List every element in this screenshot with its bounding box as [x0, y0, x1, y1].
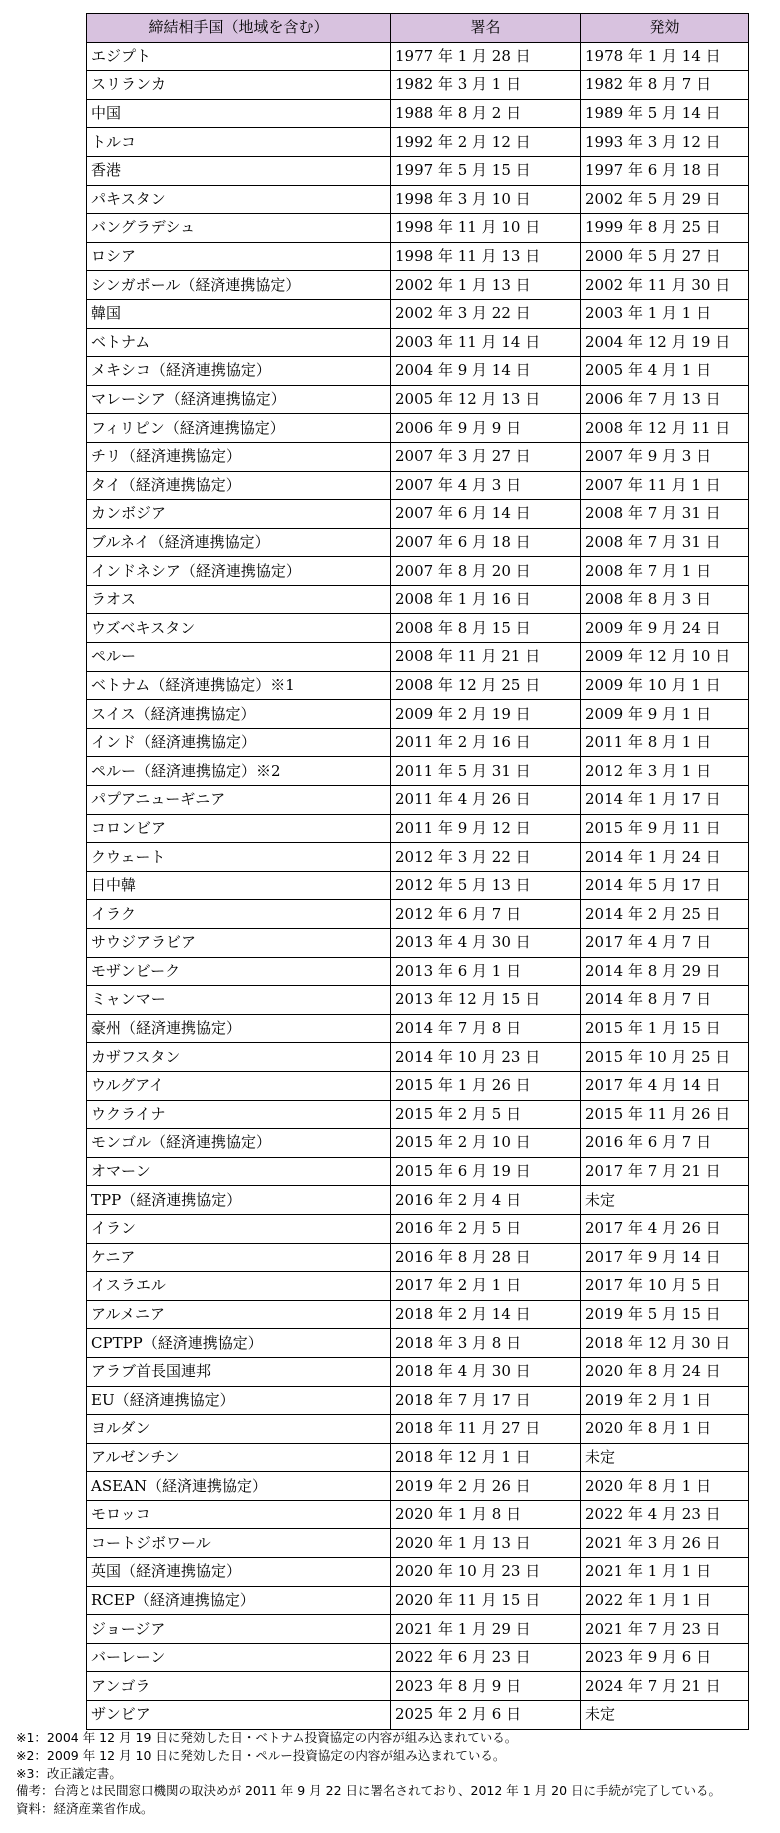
- cell-partner: スリランカ: [87, 71, 391, 100]
- table-row: [87, 185, 749, 214]
- table-row: [87, 929, 749, 958]
- table-row: [87, 156, 749, 185]
- cell-effective: 2002 年 5 月 29 日: [581, 185, 749, 214]
- cell-effective: 2015 年 10 月 25 日: [581, 1043, 749, 1072]
- cell-signed: 2007 年 6 月 14 日: [391, 500, 581, 529]
- cell-signed: 2020 年 10 月 23 日: [391, 1558, 581, 1587]
- cell-signed: 1992 年 2 月 12 日: [391, 128, 581, 157]
- cell-partner: インド（経済連携協定）: [87, 728, 391, 757]
- cell-partner: 香港: [87, 156, 391, 185]
- cell-effective: 2017 年 4 月 14 日: [581, 1071, 749, 1100]
- cell-partner: マレーシア（経済連携協定）: [87, 385, 391, 414]
- cell-partner: イラン: [87, 1214, 391, 1243]
- cell-partner: エジプト: [87, 42, 391, 71]
- cell-partner: アルゼンチン: [87, 1443, 391, 1472]
- cell-effective: 2020 年 8 月 24 日: [581, 1357, 749, 1386]
- table-row: [87, 1243, 749, 1272]
- table-row: [87, 1186, 749, 1215]
- cell-effective: 2022 年 1 月 1 日: [581, 1586, 749, 1615]
- table-row: [87, 1586, 749, 1615]
- cell-effective: 2014 年 2 月 25 日: [581, 900, 749, 929]
- cell-partner: アラブ首長国連邦: [87, 1357, 391, 1386]
- cell-partner: EU（経済連携協定）: [87, 1386, 391, 1415]
- table-row: [87, 986, 749, 1015]
- table-row: [87, 957, 749, 986]
- cell-signed: 2007 年 4 月 3 日: [391, 471, 581, 500]
- table-row: [87, 1472, 749, 1501]
- cell-partner: イスラエル: [87, 1272, 391, 1301]
- cell-effective: 2017 年 4 月 7 日: [581, 929, 749, 958]
- table-row: [87, 728, 749, 757]
- table-row: [87, 1043, 749, 1072]
- cell-partner: 豪州（経済連携協定）: [87, 1014, 391, 1043]
- cell-effective: 1982 年 8 月 7 日: [581, 71, 749, 100]
- cell-partner: スイス（経済連携協定）: [87, 700, 391, 729]
- cell-signed: 2018 年 7 月 17 日: [391, 1386, 581, 1415]
- cell-effective: 2014 年 5 月 17 日: [581, 871, 749, 900]
- cell-signed: 2009 年 2 月 19 日: [391, 700, 581, 729]
- cell-signed: 2015 年 2 月 10 日: [391, 1129, 581, 1158]
- table-row: [87, 1615, 749, 1644]
- cell-signed: 2002 年 1 月 13 日: [391, 271, 581, 300]
- table-row: [87, 1558, 749, 1587]
- cell-partner: トルコ: [87, 128, 391, 157]
- cell-signed: 2011 年 2 月 16 日: [391, 728, 581, 757]
- cell-signed: 2012 年 3 月 22 日: [391, 843, 581, 872]
- cell-signed: 1988 年 8 月 2 日: [391, 99, 581, 128]
- table-row: [87, 214, 749, 243]
- cell-signed: 2011 年 4 月 26 日: [391, 786, 581, 815]
- table-row: [87, 585, 749, 614]
- cell-signed: 2007 年 3 月 27 日: [391, 442, 581, 471]
- footnote-1: ※1：2004 年 12 月 19 日に発効した日・ベトナム投資協定の内容が組み込まれている。: [16, 1730, 518, 1745]
- cell-partner: アルメニア: [87, 1300, 391, 1329]
- header-signed: 署名: [391, 14, 581, 43]
- table-row: [87, 442, 749, 471]
- cell-effective: 1997 年 6 月 18 日: [581, 156, 749, 185]
- cell-effective: 2017 年 4 月 26 日: [581, 1214, 749, 1243]
- table-row: [87, 1329, 749, 1358]
- table-row: [87, 1386, 749, 1415]
- cell-effective: 2019 年 5 月 15 日: [581, 1300, 749, 1329]
- cell-effective: 2014 年 1 月 24 日: [581, 843, 749, 872]
- cell-signed: 1977 年 1 月 28 日: [391, 42, 581, 71]
- cell-partner: コートジボワール: [87, 1529, 391, 1558]
- footnote-2: ※2：2009 年 12 月 10 日に発効した日・ペルー投資協定の内容が組み込まれている。: [16, 1747, 506, 1763]
- cell-partner: ケニア: [87, 1243, 391, 1272]
- cell-signed: 2020 年 11 月 15 日: [391, 1586, 581, 1615]
- cell-effective: 2015 年 9 月 11 日: [581, 814, 749, 843]
- table-row: [87, 1643, 749, 1672]
- table-row: [87, 271, 749, 300]
- cell-partner: フィリピン（経済連携協定）: [87, 414, 391, 443]
- cell-partner: RCEP（経済連携協定）: [87, 1586, 391, 1615]
- cell-effective: 未定: [581, 1186, 749, 1215]
- cell-effective: 2009 年 9 月 1 日: [581, 700, 749, 729]
- table-row: [87, 1014, 749, 1043]
- cell-partner: ベトナム（経済連携協定）※1: [87, 671, 391, 700]
- cell-partner: インドネシア（経済連携協定）: [87, 557, 391, 586]
- cell-partner: ウルグアイ: [87, 1071, 391, 1100]
- cell-partner: メキシコ（経済連携協定）: [87, 357, 391, 386]
- cell-effective: 2023 年 9 月 6 日: [581, 1643, 749, 1672]
- table-row: [87, 1500, 749, 1529]
- cell-signed: 2013 年 6 月 1 日: [391, 957, 581, 986]
- table-row: [87, 1129, 749, 1158]
- cell-partner: ミャンマー: [87, 986, 391, 1015]
- table-row: [87, 757, 749, 786]
- cell-effective: 2017 年 7 月 21 日: [581, 1157, 749, 1186]
- cell-effective: 2008 年 7 月 31 日: [581, 500, 749, 529]
- cell-effective: 2012 年 3 月 1 日: [581, 757, 749, 786]
- cell-effective: 未定: [581, 1701, 749, 1730]
- cell-signed: 2014 年 7 月 8 日: [391, 1014, 581, 1043]
- cell-signed: 2018 年 2 月 14 日: [391, 1300, 581, 1329]
- cell-partner: CPTPP（経済連携協定）: [87, 1329, 391, 1358]
- cell-partner: オマーン: [87, 1157, 391, 1186]
- cell-partner: パプアニューギニア: [87, 786, 391, 815]
- cell-partner: シンガポール（経済連携協定）: [87, 271, 391, 300]
- table-row: [87, 671, 749, 700]
- cell-signed: 2016 年 2 月 5 日: [391, 1214, 581, 1243]
- table-row: [87, 1100, 749, 1129]
- cell-partner: ラオス: [87, 585, 391, 614]
- table-row: [87, 1214, 749, 1243]
- cell-effective: 2008 年 12 月 11 日: [581, 414, 749, 443]
- cell-signed: 2015 年 1 月 26 日: [391, 1071, 581, 1100]
- cell-signed: 2016 年 2 月 4 日: [391, 1186, 581, 1215]
- table-row: [87, 471, 749, 500]
- table-row: [87, 900, 749, 929]
- cell-signed: 2020 年 1 月 8 日: [391, 1500, 581, 1529]
- cell-signed: 2018 年 3 月 8 日: [391, 1329, 581, 1358]
- cell-partner: ベトナム: [87, 328, 391, 357]
- cell-signed: 2008 年 11 月 21 日: [391, 643, 581, 672]
- cell-partner: ジョージア: [87, 1615, 391, 1644]
- cell-effective: 2005 年 4 月 1 日: [581, 357, 749, 386]
- remarks-note: 備考：台湾とは民間窓口機関の取決めが 2011 年 9 月 22 日に署名されており、2012 年 1 月 20 日に手続が完了している。: [16, 1783, 722, 1799]
- table-row: [87, 557, 749, 586]
- cell-signed: 2018 年 11 月 27 日: [391, 1415, 581, 1444]
- cell-effective: 2008 年 7 月 1 日: [581, 557, 749, 586]
- cell-effective: 2014 年 8 月 7 日: [581, 986, 749, 1015]
- cell-effective: 2006 年 7 月 13 日: [581, 385, 749, 414]
- cell-signed: 2016 年 8 月 28 日: [391, 1243, 581, 1272]
- table-row: [87, 871, 749, 900]
- table-row: [87, 700, 749, 729]
- cell-signed: 2022 年 6 月 23 日: [391, 1643, 581, 1672]
- table-row: [87, 1443, 749, 1472]
- table-row: [87, 299, 749, 328]
- cell-effective: 2021 年 7 月 23 日: [581, 1615, 749, 1644]
- cell-signed: 2013 年 4 月 30 日: [391, 929, 581, 958]
- cell-partner: カンボジア: [87, 500, 391, 529]
- cell-partner: ヨルダン: [87, 1415, 391, 1444]
- cell-signed: 2004 年 9 月 14 日: [391, 357, 581, 386]
- table-row: [87, 1672, 749, 1701]
- cell-signed: 2014 年 10 月 23 日: [391, 1043, 581, 1072]
- cell-partner: ロシア: [87, 242, 391, 271]
- table-row: [87, 614, 749, 643]
- cell-effective: 2004 年 12 月 19 日: [581, 328, 749, 357]
- cell-effective: 2008 年 7 月 31 日: [581, 528, 749, 557]
- table-row: [87, 1701, 749, 1730]
- table-row: [87, 385, 749, 414]
- table-row: [87, 1357, 749, 1386]
- cell-partner: モザンビーク: [87, 957, 391, 986]
- table-row: [87, 99, 749, 128]
- cell-signed: 2025 年 2 月 6 日: [391, 1701, 581, 1730]
- cell-effective: 2007 年 9 月 3 日: [581, 442, 749, 471]
- cell-partner: ブルネイ（経済連携協定）: [87, 528, 391, 557]
- cell-signed: 2021 年 1 月 29 日: [391, 1615, 581, 1644]
- footnotes: [16, 1729, 776, 1818]
- table-row: [87, 42, 749, 71]
- cell-signed: 2007 年 8 月 20 日: [391, 557, 581, 586]
- cell-signed: 2017 年 2 月 1 日: [391, 1272, 581, 1301]
- table-row: [87, 242, 749, 271]
- cell-signed: 2011 年 5 月 31 日: [391, 757, 581, 786]
- footnote-3: ※3：改正議定書。: [16, 1765, 122, 1781]
- cell-signed: 2008 年 8 月 15 日: [391, 614, 581, 643]
- cell-partner: ウズベキスタン: [87, 614, 391, 643]
- cell-effective: 2015 年 11 月 26 日: [581, 1100, 749, 1129]
- cell-effective: 2007 年 11 月 1 日: [581, 471, 749, 500]
- cell-signed: 2007 年 6 月 18 日: [391, 528, 581, 557]
- cell-effective: 2021 年 3 月 26 日: [581, 1529, 749, 1558]
- cell-effective: 2009 年 9 月 24 日: [581, 614, 749, 643]
- cell-effective: 2020 年 8 月 1 日: [581, 1472, 749, 1501]
- cell-signed: 1997 年 5 月 15 日: [391, 156, 581, 185]
- cell-effective: 2000 年 5 月 27 日: [581, 242, 749, 271]
- table-row: [87, 414, 749, 443]
- cell-partner: クウェート: [87, 843, 391, 872]
- cell-partner: 韓国: [87, 299, 391, 328]
- cell-partner: サウジアラビア: [87, 929, 391, 958]
- cell-partner: モロッコ: [87, 1500, 391, 1529]
- cell-effective: 2008 年 8 月 3 日: [581, 585, 749, 614]
- cell-signed: 2015 年 6 月 19 日: [391, 1157, 581, 1186]
- cell-partner: コロンビア: [87, 814, 391, 843]
- table-row: [87, 1415, 749, 1444]
- cell-signed: 2008 年 12 月 25 日: [391, 671, 581, 700]
- cell-effective: 2003 年 1 月 1 日: [581, 299, 749, 328]
- cell-signed: 1998 年 11 月 13 日: [391, 242, 581, 271]
- cell-effective: 2009 年 12 月 10 日: [581, 643, 749, 672]
- cell-signed: 2006 年 9 月 9 日: [391, 414, 581, 443]
- table-header-row: [87, 14, 749, 43]
- cell-signed: 2020 年 1 月 13 日: [391, 1529, 581, 1558]
- cell-effective: 1989 年 5 月 14 日: [581, 99, 749, 128]
- investment-treaty-table-container: [86, 13, 748, 1730]
- table-row: [87, 1300, 749, 1329]
- table-row: [87, 814, 749, 843]
- table-row: [87, 1071, 749, 1100]
- cell-partner: バングラデシュ: [87, 214, 391, 243]
- cell-signed: 2019 年 2 月 26 日: [391, 1472, 581, 1501]
- cell-effective: 2017 年 10 月 5 日: [581, 1272, 749, 1301]
- table-row: [87, 843, 749, 872]
- cell-effective: 2020 年 8 月 1 日: [581, 1415, 749, 1444]
- cell-partner: パキスタン: [87, 185, 391, 214]
- cell-signed: 2011 年 9 月 12 日: [391, 814, 581, 843]
- cell-effective: 2011 年 8 月 1 日: [581, 728, 749, 757]
- cell-effective: 2019 年 2 月 1 日: [581, 1386, 749, 1415]
- cell-signed: 2012 年 6 月 7 日: [391, 900, 581, 929]
- cell-signed: 1998 年 3 月 10 日: [391, 185, 581, 214]
- source-note: 資料：経済産業省作成。: [16, 1801, 154, 1817]
- cell-partner: アンゴラ: [87, 1672, 391, 1701]
- cell-partner: ウクライナ: [87, 1100, 391, 1129]
- cell-partner: 英国（経済連携協定）: [87, 1558, 391, 1587]
- table-row: [87, 128, 749, 157]
- cell-signed: 2012 年 5 月 13 日: [391, 871, 581, 900]
- header-effective: 発効: [581, 14, 749, 43]
- header-partner: 締結相手国（地域を含む）: [87, 14, 391, 43]
- cell-signed: 1982 年 3 月 1 日: [391, 71, 581, 100]
- cell-effective: 2024 年 7 月 21 日: [581, 1672, 749, 1701]
- cell-effective: 2021 年 1 月 1 日: [581, 1558, 749, 1587]
- cell-signed: 2008 年 1 月 16 日: [391, 585, 581, 614]
- cell-partner: モンゴル（経済連携協定）: [87, 1129, 391, 1158]
- cell-partner: イラク: [87, 900, 391, 929]
- cell-partner: ペルー: [87, 643, 391, 672]
- cell-effective: 1999 年 8 月 25 日: [581, 214, 749, 243]
- cell-effective: 2016 年 6 月 7 日: [581, 1129, 749, 1158]
- cell-effective: 2002 年 11 月 30 日: [581, 271, 749, 300]
- cell-signed: 1998 年 11 月 10 日: [391, 214, 581, 243]
- cell-effective: 2018 年 12 月 30 日: [581, 1329, 749, 1358]
- table-row: [87, 643, 749, 672]
- table-row: [87, 786, 749, 815]
- cell-effective: 2022 年 4 月 23 日: [581, 1500, 749, 1529]
- cell-signed: 2023 年 8 月 9 日: [391, 1672, 581, 1701]
- cell-effective: 1978 年 1 月 14 日: [581, 42, 749, 71]
- cell-partner: タイ（経済連携協定）: [87, 471, 391, 500]
- cell-partner: バーレーン: [87, 1643, 391, 1672]
- cell-partner: チリ（経済連携協定）: [87, 442, 391, 471]
- cell-effective: 2017 年 9 月 14 日: [581, 1243, 749, 1272]
- cell-effective: 2015 年 1 月 15 日: [581, 1014, 749, 1043]
- cell-effective: 1993 年 3 月 12 日: [581, 128, 749, 157]
- cell-signed: 2013 年 12 月 15 日: [391, 986, 581, 1015]
- cell-signed: 2015 年 2 月 5 日: [391, 1100, 581, 1129]
- cell-partner: TPP（経済連携協定）: [87, 1186, 391, 1215]
- table-row: [87, 328, 749, 357]
- table-row: [87, 357, 749, 386]
- cell-partner: ペルー（経済連携協定）※2: [87, 757, 391, 786]
- cell-effective: 未定: [581, 1443, 749, 1472]
- cell-partner: 日中韓: [87, 871, 391, 900]
- cell-effective: 2009 年 10 月 1 日: [581, 671, 749, 700]
- cell-signed: 2018 年 12 月 1 日: [391, 1443, 581, 1472]
- table-row: [87, 1272, 749, 1301]
- cell-effective: 2014 年 8 月 29 日: [581, 957, 749, 986]
- table-row: [87, 1529, 749, 1558]
- cell-effective: 2014 年 1 月 17 日: [581, 786, 749, 815]
- investment-treaty-table: [86, 13, 749, 1730]
- table-row: [87, 500, 749, 529]
- table-body: [87, 42, 749, 1729]
- table-row: [87, 528, 749, 557]
- cell-signed: 2018 年 4 月 30 日: [391, 1357, 581, 1386]
- cell-partner: カザフスタン: [87, 1043, 391, 1072]
- cell-partner: ザンビア: [87, 1701, 391, 1730]
- table-row: [87, 71, 749, 100]
- cell-partner: 中国: [87, 99, 391, 128]
- cell-partner: ASEAN（経済連携協定）: [87, 1472, 391, 1501]
- cell-signed: 2002 年 3 月 22 日: [391, 299, 581, 328]
- cell-signed: 2005 年 12 月 13 日: [391, 385, 581, 414]
- cell-signed: 2003 年 11 月 14 日: [391, 328, 581, 357]
- table-row: [87, 1157, 749, 1186]
